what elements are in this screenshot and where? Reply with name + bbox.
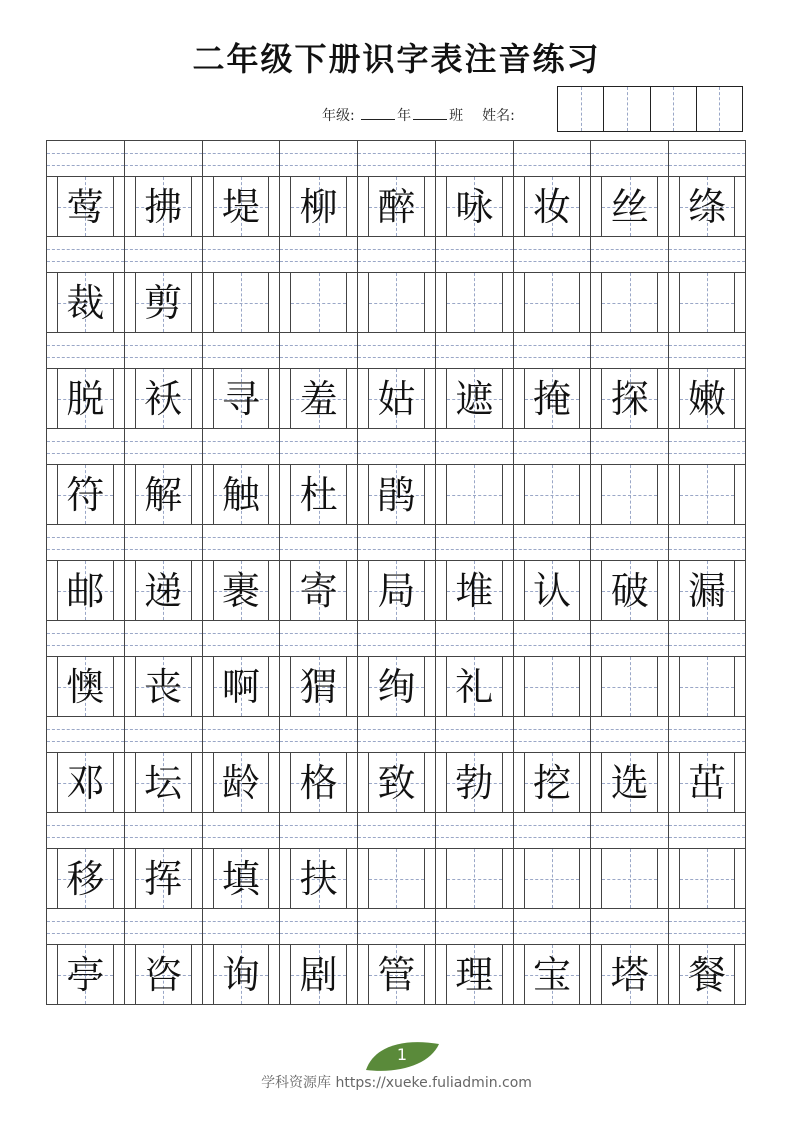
- char-cell: [202, 464, 280, 524]
- char-cell: [435, 944, 513, 1004]
- grid-row: [46, 140, 746, 236]
- pinyin-cell[interactable]: [668, 812, 746, 848]
- hanzi-character: 寄: [299, 568, 338, 613]
- hanzi-character: 致: [377, 760, 416, 805]
- char-cell: [513, 848, 591, 908]
- hanzi-character: 坛: [144, 760, 183, 805]
- hanzi-character: 剪: [144, 280, 183, 325]
- char-cell: [668, 272, 746, 332]
- pinyin-cell[interactable]: [357, 620, 435, 656]
- year-blank[interactable]: [361, 107, 395, 120]
- char-cell: [357, 848, 435, 908]
- hanzi-character: 鹃: [377, 472, 416, 517]
- pinyin-cell[interactable]: [279, 812, 357, 848]
- char-cell: [46, 656, 124, 716]
- hanzi-character: 寻: [221, 376, 260, 421]
- char-cell: [435, 752, 513, 812]
- footer-source: 学科资源库 https://xueke.fuliadmin.com: [261, 1075, 532, 1091]
- hanzi-character: 剧: [299, 952, 338, 997]
- char-line: [46, 656, 746, 716]
- hanzi-character: 移: [66, 856, 105, 901]
- pinyin-cell[interactable]: [202, 140, 280, 176]
- char-cell: [513, 944, 591, 1004]
- pinyin-line: [46, 908, 746, 944]
- char-cell: [668, 752, 746, 812]
- pinyin-cell[interactable]: [590, 620, 668, 656]
- hanzi-character: 漏: [688, 568, 727, 613]
- pinyin-cell[interactable]: [668, 620, 746, 656]
- pinyin-line: [46, 428, 746, 464]
- pinyin-cell[interactable]: [279, 140, 357, 176]
- char-cell: [668, 944, 746, 1004]
- hanzi-character: 触: [221, 472, 260, 517]
- pinyin-cell[interactable]: [357, 332, 435, 368]
- pinyin-cell[interactable]: [435, 908, 513, 944]
- pinyin-cell[interactable]: [279, 716, 357, 752]
- char-cell: [590, 752, 668, 812]
- pinyin-line: [46, 716, 746, 752]
- pinyin-cell[interactable]: [668, 428, 746, 464]
- char-cell: [435, 848, 513, 908]
- char-cell: [46, 944, 124, 1004]
- char-cell: [357, 656, 435, 716]
- hanzi-character: 裁: [66, 280, 105, 325]
- pinyin-cell[interactable]: [668, 332, 746, 368]
- hanzi-character: 扶: [299, 856, 338, 901]
- char-line: [46, 176, 746, 236]
- char-cell: [513, 752, 591, 812]
- char-cell: [590, 944, 668, 1004]
- pinyin-cell[interactable]: [590, 812, 668, 848]
- pinyin-cell[interactable]: [279, 620, 357, 656]
- char-cell: [435, 272, 513, 332]
- char-cell: [590, 176, 668, 236]
- pinyin-cell[interactable]: [279, 908, 357, 944]
- hanzi-character: 脱: [66, 376, 105, 421]
- hanzi-character: 解: [144, 472, 183, 517]
- pinyin-cell[interactable]: [124, 524, 202, 560]
- pinyin-line: [46, 332, 746, 368]
- char-cell: [435, 560, 513, 620]
- hanzi-character: 管: [377, 952, 416, 997]
- hanzi-character: 局: [377, 568, 416, 613]
- char-cell: [124, 560, 202, 620]
- pinyin-cell[interactable]: [590, 236, 668, 272]
- name-box[interactable]: [604, 87, 650, 131]
- char-cell: [279, 176, 357, 236]
- student-info: [322, 105, 515, 125]
- char-cell: [590, 368, 668, 428]
- pinyin-cell[interactable]: [46, 812, 124, 848]
- hanzi-character: 选: [610, 760, 649, 805]
- pinyin-line: [46, 524, 746, 560]
- pinyin-cell[interactable]: [279, 428, 357, 464]
- hanzi-character: 掩: [532, 376, 571, 421]
- pinyin-cell[interactable]: [590, 332, 668, 368]
- pinyin-cell[interactable]: [279, 332, 357, 368]
- char-cell: [590, 656, 668, 716]
- pinyin-cell[interactable]: [357, 140, 435, 176]
- pinyin-cell[interactable]: [668, 716, 746, 752]
- name-box[interactable]: [558, 87, 604, 131]
- class-suffix: 班: [449, 108, 464, 124]
- grid-bottom-border: [46, 1004, 746, 1005]
- char-cell: [357, 944, 435, 1004]
- pinyin-cell[interactable]: [513, 620, 591, 656]
- char-cell: [124, 656, 202, 716]
- char-line: [46, 752, 746, 812]
- pinyin-cell[interactable]: [124, 140, 202, 176]
- pinyin-cell[interactable]: [668, 908, 746, 944]
- char-cell: [46, 464, 124, 524]
- hanzi-character: 堤: [221, 184, 260, 229]
- char-cell: [202, 368, 280, 428]
- hanzi-character: 认: [532, 568, 571, 613]
- hanzi-character: 邮: [66, 568, 105, 613]
- pinyin-cell[interactable]: [668, 236, 746, 272]
- char-cell: [202, 176, 280, 236]
- name-boxes[interactable]: [557, 86, 743, 132]
- char-cell: [124, 848, 202, 908]
- hanzi-character: 柳: [299, 184, 338, 229]
- grid-row: [46, 812, 746, 908]
- pinyin-cell[interactable]: [202, 236, 280, 272]
- char-cell: [357, 176, 435, 236]
- hanzi-character: 亭: [66, 952, 105, 997]
- char-line: [46, 464, 746, 524]
- char-cell: [357, 272, 435, 332]
- char-cell: [46, 368, 124, 428]
- hanzi-character: 绚: [377, 664, 416, 709]
- hanzi-character: 丧: [144, 664, 183, 709]
- grid-row: [46, 332, 746, 428]
- char-cell: [46, 752, 124, 812]
- pinyin-cell[interactable]: [202, 428, 280, 464]
- year-suffix: 年: [397, 108, 412, 124]
- char-line: [46, 560, 746, 620]
- char-cell: [279, 272, 357, 332]
- pinyin-cell[interactable]: [279, 236, 357, 272]
- char-cell: [46, 848, 124, 908]
- pinyin-cell[interactable]: [46, 524, 124, 560]
- hanzi-character: 拂: [144, 184, 183, 229]
- char-cell: [668, 464, 746, 524]
- hanzi-character: 勃: [455, 760, 494, 805]
- pinyin-cell[interactable]: [46, 428, 124, 464]
- hanzi-character: 醉: [377, 184, 416, 229]
- char-cell: [513, 464, 591, 524]
- pinyin-cell[interactable]: [357, 524, 435, 560]
- char-cell: [513, 176, 591, 236]
- char-line: [46, 272, 746, 332]
- char-cell: [202, 272, 280, 332]
- page-number: 1: [396, 1045, 408, 1064]
- char-cell: [357, 464, 435, 524]
- hanzi-character: 挖: [532, 760, 571, 805]
- char-cell: [590, 464, 668, 524]
- char-cell: [513, 368, 591, 428]
- hanzi-character: 符: [66, 472, 105, 517]
- pinyin-cell[interactable]: [435, 524, 513, 560]
- pinyin-cell[interactable]: [513, 428, 591, 464]
- pinyin-cell[interactable]: [124, 236, 202, 272]
- pinyin-cell[interactable]: [124, 908, 202, 944]
- pinyin-cell[interactable]: [357, 908, 435, 944]
- hanzi-character: 龄: [221, 760, 260, 805]
- hanzi-character: 遮: [455, 376, 494, 421]
- char-cell: [279, 656, 357, 716]
- pinyin-line: [46, 620, 746, 656]
- hanzi-character: 挥: [144, 856, 183, 901]
- pinyin-cell[interactable]: [590, 716, 668, 752]
- pinyin-cell[interactable]: [46, 716, 124, 752]
- char-cell: [590, 560, 668, 620]
- grade-label: 年级:: [322, 108, 355, 124]
- char-cell: [513, 560, 591, 620]
- hanzi-character: 填: [221, 856, 260, 901]
- pinyin-line: [46, 236, 746, 272]
- pinyin-cell[interactable]: [357, 428, 435, 464]
- hanzi-character: 绦: [688, 184, 727, 229]
- hanzi-character: 袄: [144, 376, 183, 421]
- char-cell: [668, 176, 746, 236]
- char-cell: [435, 176, 513, 236]
- char-cell: [46, 272, 124, 332]
- char-cell: [590, 848, 668, 908]
- char-line: [46, 944, 746, 1004]
- char-cell: [46, 176, 124, 236]
- pinyin-cell[interactable]: [435, 428, 513, 464]
- pinyin-cell[interactable]: [357, 812, 435, 848]
- char-cell: [202, 752, 280, 812]
- pinyin-cell[interactable]: [590, 140, 668, 176]
- char-cell: [668, 368, 746, 428]
- char-cell: [513, 272, 591, 332]
- pinyin-cell[interactable]: [202, 716, 280, 752]
- char-cell: [279, 848, 357, 908]
- pinyin-cell[interactable]: [357, 236, 435, 272]
- hanzi-character: 杜: [299, 472, 338, 517]
- char-cell: [357, 752, 435, 812]
- pinyin-cell[interactable]: [202, 332, 280, 368]
- pinyin-cell[interactable]: [435, 620, 513, 656]
- char-cell: [124, 176, 202, 236]
- grid-row: [46, 236, 746, 332]
- hanzi-character: 礼: [455, 664, 494, 709]
- hanzi-character: 理: [455, 952, 494, 997]
- char-line: [46, 848, 746, 908]
- hanzi-character: 咏: [455, 184, 494, 229]
- hanzi-character: 询: [221, 952, 260, 997]
- class-blank[interactable]: [413, 107, 447, 120]
- pinyin-cell[interactable]: [668, 524, 746, 560]
- grid-row: [46, 428, 746, 524]
- page-title: 二年级下册识字表注音练习: [192, 40, 601, 78]
- char-cell: [435, 368, 513, 428]
- pinyin-cell[interactable]: [435, 332, 513, 368]
- hanzi-character: 邓: [66, 760, 105, 805]
- hanzi-character: 猬: [299, 664, 338, 709]
- char-cell: [279, 752, 357, 812]
- char-cell: [279, 560, 357, 620]
- char-cell: [279, 368, 357, 428]
- pinyin-cell[interactable]: [668, 140, 746, 176]
- hanzi-character: 懊: [66, 664, 105, 709]
- pinyin-cell[interactable]: [46, 332, 124, 368]
- pinyin-cell[interactable]: [46, 236, 124, 272]
- char-cell: [124, 944, 202, 1004]
- hanzi-character: 丝: [610, 184, 649, 229]
- pinyin-cell[interactable]: [590, 428, 668, 464]
- char-line: [46, 368, 746, 428]
- pinyin-cell[interactable]: [279, 524, 357, 560]
- name-box[interactable]: [651, 87, 697, 131]
- hanzi-character: 塔: [610, 952, 649, 997]
- pinyin-cell[interactable]: [435, 236, 513, 272]
- hanzi-character: 妆: [532, 184, 571, 229]
- pinyin-cell[interactable]: [513, 524, 591, 560]
- pinyin-cell[interactable]: [124, 812, 202, 848]
- char-cell: [202, 560, 280, 620]
- grid-row: [46, 908, 746, 1004]
- hanzi-character: 递: [144, 568, 183, 613]
- char-cell: [357, 368, 435, 428]
- pinyin-cell[interactable]: [513, 716, 591, 752]
- hanzi-character: 嫩: [688, 376, 727, 421]
- char-cell: [279, 944, 357, 1004]
- pinyin-cell[interactable]: [357, 716, 435, 752]
- char-cell: [435, 656, 513, 716]
- char-cell: [668, 560, 746, 620]
- hanzi-character: 茁: [688, 760, 727, 805]
- char-cell: [357, 560, 435, 620]
- hanzi-character: 姑: [377, 376, 416, 421]
- char-cell: [513, 656, 591, 716]
- char-cell: [590, 272, 668, 332]
- char-cell: [279, 464, 357, 524]
- char-cell: [124, 368, 202, 428]
- pinyin-cell[interactable]: [202, 620, 280, 656]
- hanzi-character: 破: [610, 568, 649, 613]
- pinyin-cell[interactable]: [46, 908, 124, 944]
- pinyin-cell[interactable]: [513, 140, 591, 176]
- character-grid: [46, 140, 746, 1005]
- pinyin-cell[interactable]: [513, 908, 591, 944]
- char-cell: [124, 272, 202, 332]
- pinyin-cell[interactable]: [124, 620, 202, 656]
- pinyin-cell[interactable]: [590, 524, 668, 560]
- pinyin-cell[interactable]: [513, 332, 591, 368]
- hanzi-character: 裹: [221, 568, 260, 613]
- pinyin-cell[interactable]: [124, 332, 202, 368]
- char-cell: [124, 752, 202, 812]
- hanzi-character: 莺: [66, 184, 105, 229]
- pinyin-cell[interactable]: [435, 812, 513, 848]
- hanzi-character: 探: [610, 376, 649, 421]
- pinyin-cell[interactable]: [124, 716, 202, 752]
- pinyin-cell[interactable]: [513, 236, 591, 272]
- grid-row: [46, 716, 746, 812]
- char-cell: [202, 848, 280, 908]
- pinyin-cell[interactable]: [202, 812, 280, 848]
- pinyin-cell[interactable]: [435, 140, 513, 176]
- pinyin-cell[interactable]: [202, 524, 280, 560]
- pinyin-line: [46, 140, 746, 176]
- name-label: 姓名:: [482, 108, 515, 124]
- pinyin-line: [46, 812, 746, 848]
- char-cell: [435, 464, 513, 524]
- pinyin-cell[interactable]: [590, 908, 668, 944]
- char-cell: [124, 464, 202, 524]
- hanzi-character: 咨: [144, 952, 183, 997]
- hanzi-character: 餐: [688, 952, 727, 997]
- hanzi-character: 啊: [221, 664, 260, 709]
- pinyin-cell[interactable]: [202, 908, 280, 944]
- pinyin-cell[interactable]: [435, 716, 513, 752]
- char-cell: [668, 656, 746, 716]
- char-cell: [202, 944, 280, 1004]
- hanzi-character: 格: [299, 760, 338, 805]
- hanzi-character: 羞: [299, 376, 338, 421]
- pinyin-cell[interactable]: [46, 620, 124, 656]
- grid-row: [46, 524, 746, 620]
- char-cell: [668, 848, 746, 908]
- pinyin-cell[interactable]: [124, 428, 202, 464]
- pinyin-cell[interactable]: [513, 812, 591, 848]
- char-cell: [202, 656, 280, 716]
- hanzi-character: 宝: [532, 952, 571, 997]
- name-box[interactable]: [697, 87, 742, 131]
- pinyin-cell[interactable]: [46, 140, 124, 176]
- char-cell: [46, 560, 124, 620]
- hanzi-character: 堆: [455, 568, 494, 613]
- grid-row: [46, 620, 746, 716]
